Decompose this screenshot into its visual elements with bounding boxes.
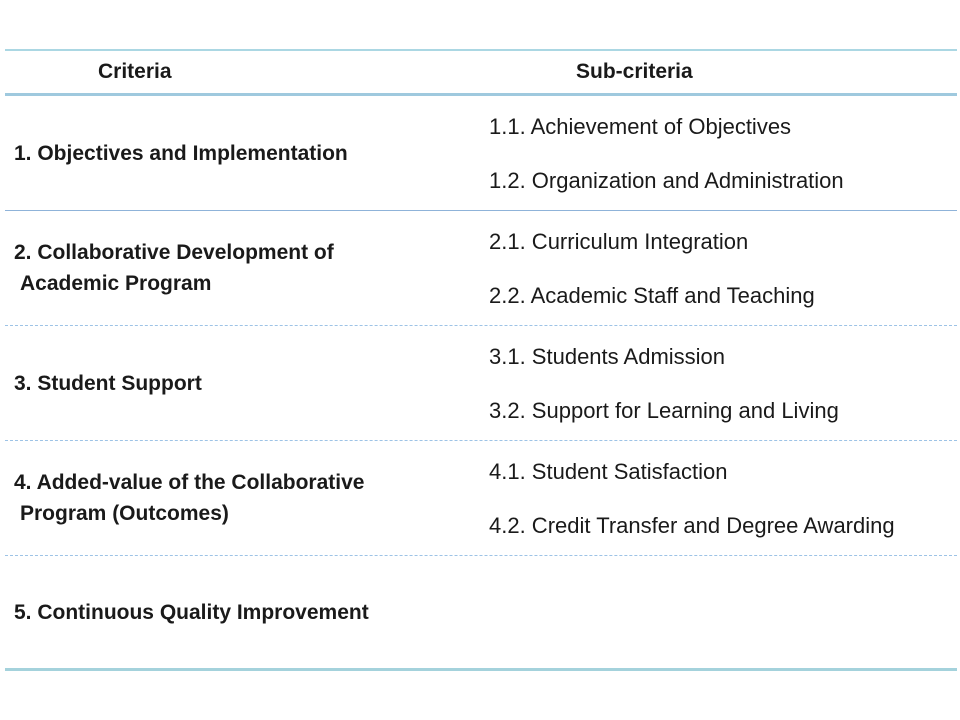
table-row [5,556,957,671]
subcriteria-text: 3.1. Students Admission [489,343,726,369]
criteria-text: 5. Continuous Quality Improvement [14,600,369,624]
table-row [5,441,957,556]
table-header-row [5,51,957,96]
criteria-cell [5,326,485,440]
subcriteria-text: 1.1. Achievement of Objectives [489,113,792,139]
subcriteria-text: 4.2. Credit Transfer and Degree Awarding [489,512,895,538]
subcriteria-cell [485,96,957,210]
criteria-text-line2: Academic Program [20,272,212,295]
subcriteria-text: 1.2. Organization and Administration [489,167,844,193]
table-row [5,326,957,441]
table-row [5,211,957,326]
subcriteria-column-header: Sub-criteria [576,60,693,83]
subcriteria-text: 4.1. Student Satisfaction [489,458,728,484]
subcriteria-cell [485,441,957,555]
criteria-cell [5,211,485,325]
subcriteria-text: 2.1. Curriculum Integration [489,228,749,254]
criteria-text: 3. Student Support [14,371,202,395]
criteria-text: 2. Collaborative Development of [14,241,334,264]
criteria-header-cell [5,51,485,93]
subcriteria-cell [485,211,957,325]
criteria-cell [5,556,485,668]
criteria-column-header: Criteria [98,60,172,83]
subcriteria-cell [485,326,957,440]
criteria-cell [5,441,485,555]
criteria-table [5,49,957,671]
subcriteria-cell [485,556,957,668]
criteria-cell [5,96,485,210]
criteria-text: 1. Objectives and Implementation [14,141,348,165]
subcriteria-text: 3.2. Support for Learning and Living [489,397,839,423]
table-row [5,96,957,211]
criteria-text: 4. Added-value of the Collaborative [14,471,365,494]
criteria-text-line2: Program (Outcomes) [20,502,229,525]
subcriteria-header-cell [485,51,957,93]
subcriteria-text: 2.2. Academic Staff and Teaching [489,282,815,308]
